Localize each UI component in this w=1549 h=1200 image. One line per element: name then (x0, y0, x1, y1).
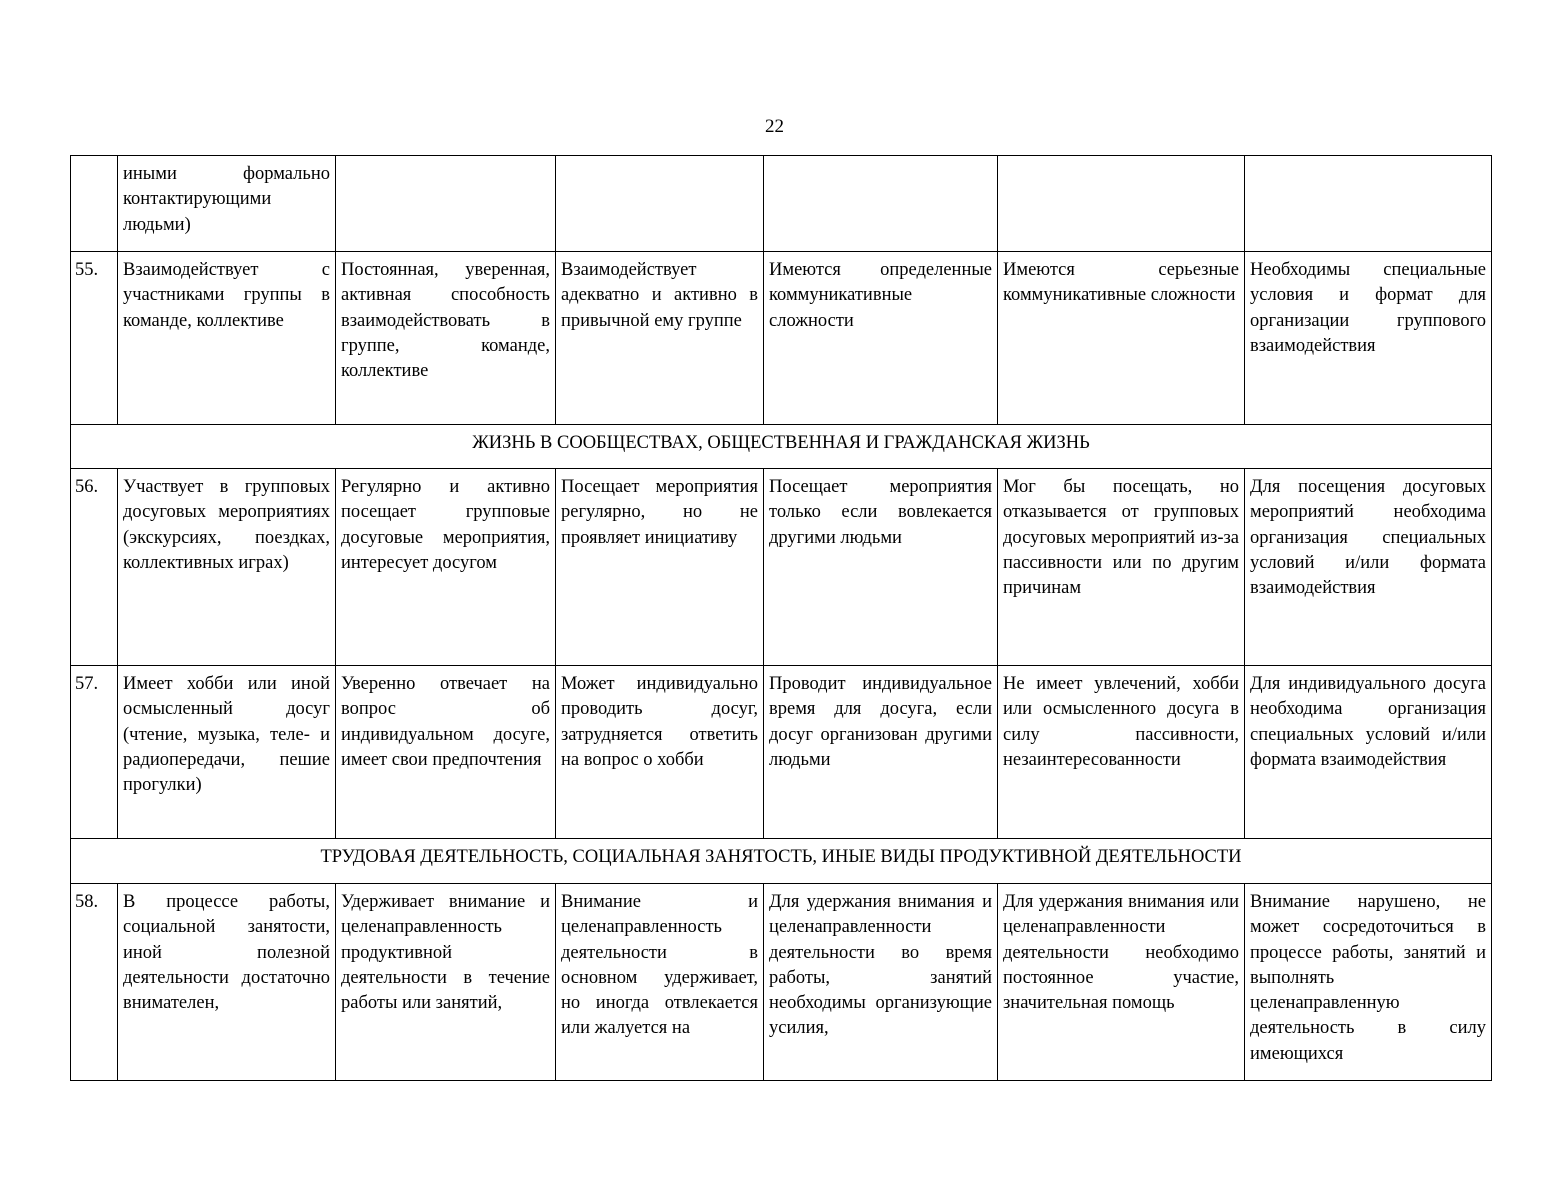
row-number: 57. (71, 666, 118, 839)
row-number: 58. (71, 884, 118, 1081)
row-number: 56. (71, 469, 118, 666)
section-row (71, 425, 1492, 469)
level-cell: Мог бы посещать, но отказывается от групповых досуговых мероприятий из-за пассивности или по другим причинам (998, 469, 1245, 666)
section-heading: ТРУДОВАЯ ДЕЯТЕЛЬНОСТЬ, СОЦИАЛЬНАЯ ЗАНЯТОСТЬ, ИНЫЕ ВИДЫ ПРОДУКТИВНОЙ ДЕЯТЕЛЬНОСТИ (71, 839, 1492, 884)
level-cell: Имеются серьезные коммуникативные сложности (998, 252, 1245, 425)
skill-cell: Имеет хобби или иной осмысленный досуг (чтение, музыка, теле- и радиопередачи, пешие прогулки) (118, 666, 336, 839)
level-cell (998, 156, 1245, 252)
skill-cell: иными формально контактирующими людьми) (118, 156, 336, 252)
skill-cell: В процессе работы, социальной занятости, иной полезной деятельности достаточно внимателен, (118, 884, 336, 1081)
level-cell: Для удержания внимания или целенаправленности деятельности необходимо постоянное участие, значительная помощь (998, 884, 1245, 1081)
level-cell: Необходимы специальные условия и формат для организации группового взаимодействия (1245, 252, 1492, 425)
row-number: 55. (71, 252, 118, 425)
row-number (71, 156, 118, 252)
skill-cell: Взаимодействует с участниками группы в команде, коллективе (118, 252, 336, 425)
level-cell: Удерживает внимание и целенаправленность продуктивной деятельности в течение работы или занятий, (336, 884, 556, 1081)
level-cell: Посещает мероприятия регулярно, но не проявляет инициативу (556, 469, 764, 666)
assessment-table (70, 155, 1492, 1081)
table-row (71, 884, 1492, 1081)
table-row (71, 469, 1492, 666)
level-cell (764, 156, 998, 252)
level-cell: Взаимодействует адекватно и активно в привычной ему группе (556, 252, 764, 425)
level-cell (336, 156, 556, 252)
level-cell: Для посещения досуговых мероприятий необходима организация специальных условий и/или формата взаимодействия (1245, 469, 1492, 666)
level-cell: Не имеет увлечений, хобби или осмысленного досуга в силу пассивности, незаинтересованности (998, 666, 1245, 839)
level-cell: Для удержания внимания и целенаправленности деятельности во время работы, занятий необходимы организующие усилия, (764, 884, 998, 1081)
level-cell: Проводит индивидуальное время для досуга, если досуг организован другими людьми (764, 666, 998, 839)
section-heading: ЖИЗНЬ В СООБЩЕСТВАХ, ОБЩЕСТВЕННАЯ И ГРАЖДАНСКАЯ ЖИЗНЬ (71, 425, 1492, 469)
page-number: 22 (765, 116, 784, 137)
level-cell: Посещает мероприятия только если вовлекается другими людьми (764, 469, 998, 666)
skill-cell: Участвует в групповых досуговых мероприятиях (экскурсиях, поездках, коллективных играх) (118, 469, 336, 666)
level-cell: Внимание и целенаправленность деятельности в основном удерживает, но иногда отвлекается или жалуется на (556, 884, 764, 1081)
table-row (71, 156, 1492, 252)
level-cell (556, 156, 764, 252)
level-cell: Постоянная, уверенная, активная способность взаимодействовать в группе, команде, коллективе (336, 252, 556, 425)
section-row (71, 839, 1492, 884)
level-cell: Может индивидуально проводить досуг, затрудняется ответить на вопрос о хобби (556, 666, 764, 839)
level-cell: Регулярно и активно посещает групповые досуговые мероприятия, интересует досугом (336, 469, 556, 666)
level-cell: Для индивидуального досуга необходима организация специальных условий и/или формата взаимодействия (1245, 666, 1492, 839)
level-cell (1245, 156, 1492, 252)
level-cell: Уверенно отвечает на вопрос об индивидуальном досуге, имеет свои предпочтения (336, 666, 556, 839)
level-cell: Внимание нарушено, не может сосредоточиться в процессе работы, занятий и выполнять целенаправленную деятельность в силу имеющихся (1245, 884, 1492, 1081)
level-cell: Имеются определенные коммуникативные сложности (764, 252, 998, 425)
table-row (71, 666, 1492, 839)
table-row (71, 252, 1492, 425)
